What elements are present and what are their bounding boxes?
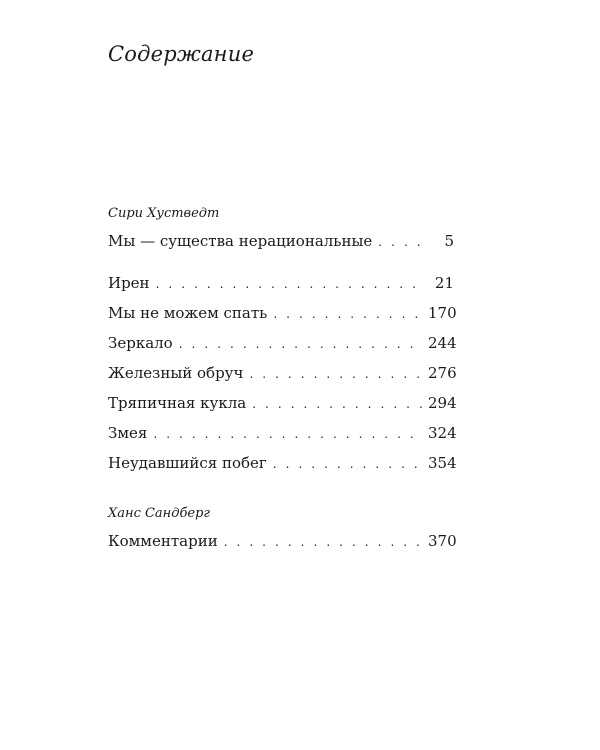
- dot-leader: [252, 389, 422, 419]
- dot-leader: [179, 329, 422, 359]
- toc-entry-page: 276: [428, 364, 457, 382]
- section-author: Сири Хустведт: [108, 206, 220, 221]
- toc-entry[interactable]: [108, 328, 457, 358]
- toc-entry[interactable]: [108, 526, 457, 556]
- toc-entry[interactable]: [108, 226, 454, 256]
- toc-entry[interactable]: [108, 388, 457, 418]
- page-title: Содержание: [108, 42, 255, 66]
- toc-section-main: [108, 268, 457, 478]
- dot-leader: [153, 419, 422, 449]
- toc-entry[interactable]: [108, 298, 457, 328]
- toc-entry-page: 170: [428, 304, 457, 322]
- toc-entry[interactable]: [108, 268, 454, 298]
- toc-entry[interactable]: [108, 448, 457, 478]
- toc-section-commentary: [108, 506, 457, 556]
- toc-entry-page: 5: [444, 232, 454, 250]
- toc-entry-page: 244: [428, 334, 457, 352]
- toc-entry-title: Комментарии: [108, 532, 218, 550]
- dot-leader: [156, 269, 422, 299]
- toc-entry-title: Неудавшийся побег: [108, 454, 267, 472]
- toc-entry-title: Тряпичная кукла: [108, 394, 247, 412]
- toc-entry-page: 324: [428, 424, 457, 442]
- toc-entry-title: Мы — существа нерациональные: [108, 232, 373, 250]
- toc-entry-page: 370: [428, 532, 457, 550]
- toc-entry-title: Зеркало: [108, 334, 173, 352]
- dot-leader: [378, 227, 422, 257]
- section-author: Ханс Сандберг: [108, 506, 211, 521]
- toc-entry-page: 21: [434, 274, 454, 292]
- toc-section-preface: [108, 206, 454, 256]
- toc-entry-title: Мы не можем спать: [108, 304, 268, 322]
- dot-leader: [224, 527, 422, 557]
- toc-entry-page: 294: [428, 394, 457, 412]
- dot-leader: [249, 359, 422, 389]
- toc-entry[interactable]: [108, 418, 457, 448]
- toc-entry-page: 354: [428, 454, 457, 472]
- toc-entry[interactable]: [108, 358, 457, 388]
- dot-leader: [273, 299, 422, 329]
- toc-entry-title: Змея: [108, 424, 148, 442]
- dot-leader: [273, 449, 422, 479]
- toc-entry-title: Железный обруч: [108, 364, 244, 382]
- toc-entry-title: Ирен: [108, 274, 150, 292]
